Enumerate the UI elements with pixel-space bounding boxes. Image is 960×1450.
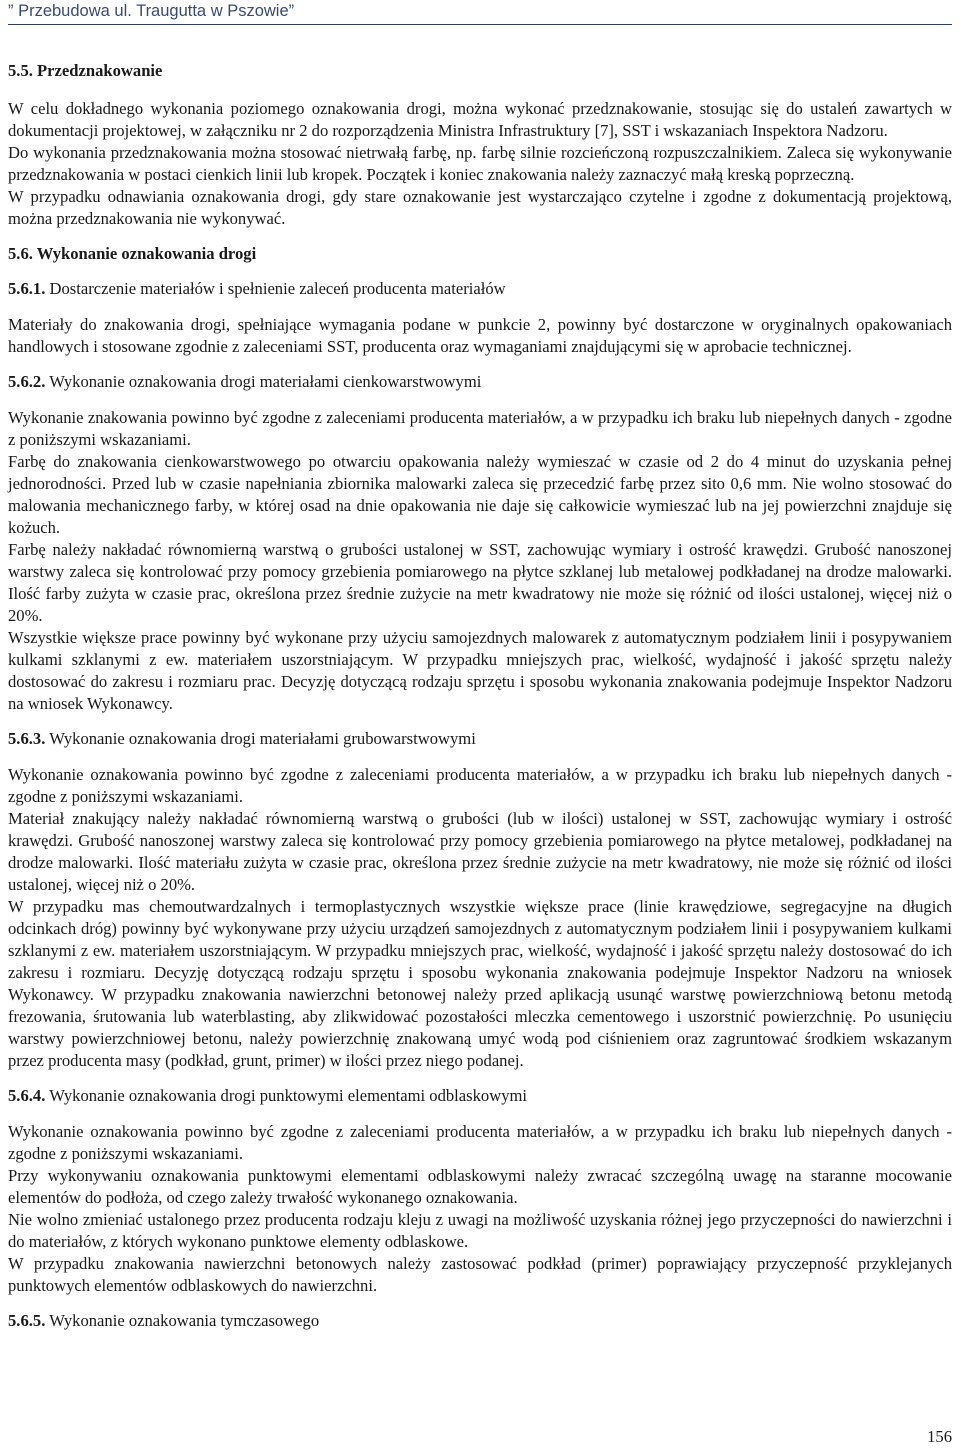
subsection-number: 5.6.5. [8,1311,46,1330]
section-5-6-heading: 5.6. Wykonanie oznakowania drogi [8,244,257,263]
subsection-number: 5.6.3. [8,729,46,748]
paragraph: Farbę należy nakładać równomierną warstwą o grubości ustalonej w SST, zachowując wymiary i ostrość krawędzi. Grubość nanoszonej warstwy zaleca się kontrolować przy pomocy grzebienia pomiarowego na płytce szklanej lub metalowej podkładanej na drodze malowarki. Ilość farby zużyta w czasie prac, określona przez średnie zużycie na metr kwadratowy nie może się różnić od ilości ustalonej, więcej niż o 20%. [8,540,952,625]
subsection-title: Wykonanie oznakowania drogi punktowymi elementami odblaskowymi [49,1086,528,1105]
paragraph: Nie wolno zmieniać ustalonego przez producenta rodzaju kleju z uwagi na możliwość uzyskania różnej jego przyczepności do nawierzchni i do materiałów, z których wykonano punktowe elementy odblaskowe. [8,1210,952,1251]
subsection-title: Wykonanie oznakowania drogi materiałami grubowarstwowymi [49,729,476,748]
paragraph: Wykonanie oznakowania powinno być zgodne z zaleceniami producenta materiałów, a w przypadku ich braku lub niepełnych danych - zgodne z poniższymi wskazaniami. [8,1122,952,1163]
subsection-5-6-5-heading [8,1310,952,1332]
subsection-title: Dostarczenie materiałów i spełnienie zaleceń producenta materiałów [49,279,506,298]
paragraph: W przypadku znakowania nawierzchni betonowych należy zastosować podkład (primer) poprawiający przyczepność przyklejanych punktowych elementów odblaskowych do nawierzchni. [8,1254,952,1295]
paragraph: W przypadku odnawiania oznakowania drogi, gdy stare oznakowanie jest wystarczająco czytelne i zgodne z dokumentacją projektową, można przedznakowania nie wykonywać. [8,187,952,228]
subsection-title: Wykonanie oznakowania drogi materiałami cienkowarstwowymi [49,372,482,391]
subsection-number: 5.6.4. [8,1086,46,1105]
paragraph: Do wykonania przedznakowania można stosować nietrwałą farbę, np. farbę silnie rozcieńczoną rozpuszczalnikiem. Zaleca się wykonywanie przedznakowania w postaci cienkich linii lub kropek. Początek i koniec znakowania należy zaznaczyć małą kreską poprzeczną. [8,143,952,184]
header-title: ” Przebudowa ul. Traugutta w Pszowie” [8,2,295,20]
paragraph: Przy wykonywaniu oznakowania punktowymi elementami odblaskowymi należy zwracać szczególną uwagę na staranne mocowanie elementów do podłoża, od czego zależy trwałość wykonanego oznakowania. [8,1166,952,1207]
paragraph: W przypadku mas chemoutwardzalnych i termoplastycznych wszystkie większe prace (linie krawędziowe, segregacyjne na długich odcinkach dróg) powinny być wykonywane przy użyciu urządzeń samojezdnych z automatycznym podziałem linii i posypywaniem kulkami szklanymi z ew. materiałem uszorstniającym. W przypadku mniejszych prac, wielkość, wydajność i jakość sprzętu należy dostosować do ich zakresu i rozmiaru. Decyzję dotyczącą rodzaju sprzętu i sposobu wykonania znakowania podejmuje Inspektor Nadzoru na wniosek Wykonawcy. W przypadku znakowania nawierzchni betonowej należy przed aplikacją usunąć warstwę powierzchniową betonu metodą frezowania, śrutowania lub waterblasting, aby zlikwidować pozostałości mleczka cementowego i uszorstnić powierzchnię. Po usunięciu warstwy powierzchniowej betonu, należy powierzchnię znakowaną umyć wodą pod ciśnieniem oraz zagruntować środkiem wskazanym przez producenta masy (podkład, grunt, primer) w ilości przez niego podanej. [8,897,952,1070]
paragraph: W celu dokładnego wykonania poziomego oznakowania drogi, można wykonać przedznakowanie, stosując się do ustaleń zawartych w dokumentacji projektowej, w załączniku nr 2 do rozporządzenia Ministra Infrastruktury [7], SST i wskazaniach Inspektora Nadzoru. [8,99,952,140]
page-header [8,0,952,25]
paragraph: Farbę do znakowania cienkowarstwowego po otwarciu opakowania należy wymieszać w czasie od 2 do 4 minut do uzyskania pełnej jednorodności. Przed lub w czasie napełniania zbiornika malowarki zaleca się przecedzić farbę przez sito 0,6 mm. Nie wolno stosować do malowania mechanicznego farby, w której osad na dnie opakowania nie daje się całkowicie wymieszać lub na jej powierzchni znajduje się kożuch. [8,452,952,537]
document-body [8,60,952,1346]
paragraph: Wykonanie oznakowania powinno być zgodne z zaleceniami producenta materiałów, a w przypadku ich braku lub niepełnych danych - zgodne z poniższymi wskazaniami. [8,765,952,806]
paragraph: Wykonanie znakowania powinno być zgodne z zaleceniami producenta materiałów, a w przypadku ich braku lub niepełnych danych - zgodne z poniższymi wskazaniami. [8,408,952,449]
subsection-5-6-1-heading [8,278,952,300]
page-number: 156 [927,1427,952,1446]
subsection-number: 5.6.1. [8,279,46,298]
paragraph: Wszystkie większe prace powinny być wykonane przy użyciu samojezdnych malowarek z automatycznym podziałem linii i posypywaniem kulkami szklanymi z ew. materiałem uszorstniającym. W przypadku mniejszych prac, wielkość, wydajność i jakość sprzętu należy dostosować do zakresu i rozmiaru prac. Decyzję dotyczącą rodzaju sprzętu i sposobu wykonania znakowania podejmuje Inspektor Nadzoru na wniosek Wykonawcy. [8,628,952,713]
paragraph: Materiał znakujący należy nakładać równomierną warstwą o grubości (lub w ilości) ustalonej w SST, zachowując wymiary i ostrość krawędzi. Grubość nanoszonej warstwy zaleca się kontrolować przy pomocy grzebienia pomiarowego na płytce metalowej, podkładanej na drodze malowarki. Ilość materiału zużyta w czasie prac, określona przez średnie zużycie na metr kwadratowy, nie może się różnić od ilości ustalonej, więcej niż o 20%. [8,809,952,894]
section-5-5-heading: 5.5. Przedznakowanie [8,61,163,80]
subsection-5-6-2-heading [8,371,952,393]
subsection-title: Wykonanie oznakowania tymczasowego [49,1311,320,1330]
paragraph: Materiały do znakowania drogi, spełniające wymagania podane w punkcie 2, powinny być dostarczone w oryginalnych opakowaniach handlowych i stosowane zgodnie z zaleceniami SST, producenta oraz wymaganiami znajdującymi się w aprobacie technicznej. [8,315,952,356]
subsection-number: 5.6.2. [8,372,46,391]
subsection-5-6-3-heading [8,728,952,750]
subsection-5-6-4-heading [8,1085,952,1107]
